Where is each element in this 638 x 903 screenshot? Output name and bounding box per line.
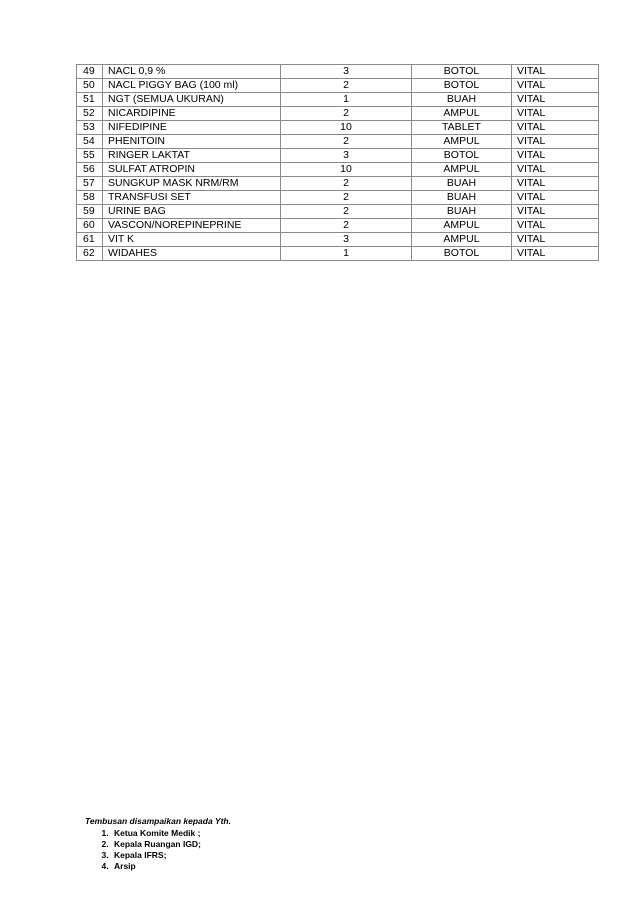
item-quantity: 2: [281, 191, 412, 205]
item-category: VITAL: [512, 79, 599, 93]
recipient-item: 3. Kepala IFRS;: [111, 850, 231, 861]
item-number: 61: [77, 233, 103, 247]
table-row: [77, 219, 599, 233]
item-number: 57: [77, 177, 103, 191]
item-unit: AMPUL: [412, 107, 512, 121]
item-unit: AMPUL: [412, 233, 512, 247]
item-number: 62: [77, 247, 103, 261]
item-quantity: 1: [281, 247, 412, 261]
item-category: VITAL: [512, 191, 599, 205]
item-quantity: 3: [281, 149, 412, 163]
item-name: NICARDIPINE: [103, 107, 281, 121]
item-name: VIT K: [103, 233, 281, 247]
item-name: NACL PIGGY BAG (100 ml): [103, 79, 281, 93]
item-number: 51: [77, 93, 103, 107]
table-row: [77, 107, 599, 121]
item-unit: BOTOL: [412, 65, 512, 79]
item-quantity: 1: [281, 93, 412, 107]
item-category: VITAL: [512, 121, 599, 135]
item-number: 60: [77, 219, 103, 233]
table-row: [77, 233, 599, 247]
table-row: [77, 205, 599, 219]
table-row: [77, 247, 599, 261]
item-unit: BUAH: [412, 93, 512, 107]
item-number: 56: [77, 163, 103, 177]
item-unit: BOTOL: [412, 149, 512, 163]
item-quantity: 2: [281, 219, 412, 233]
item-unit: AMPUL: [412, 135, 512, 149]
item-number: 53: [77, 121, 103, 135]
item-number: 55: [77, 149, 103, 163]
table-row: [77, 65, 599, 79]
item-number: 59: [77, 205, 103, 219]
distribution-intro: Tembusan disampaikan kepada Yth.: [85, 816, 231, 826]
item-unit: BOTOL: [412, 79, 512, 93]
table-row: [77, 149, 599, 163]
recipient-item: 4. Arsip: [111, 861, 231, 872]
table-row: [77, 121, 599, 135]
item-number: 58: [77, 191, 103, 205]
item-category: VITAL: [512, 205, 599, 219]
item-category: VITAL: [512, 163, 599, 177]
medicine-table: [76, 64, 599, 261]
item-name: WIDAHES: [103, 247, 281, 261]
item-category: VITAL: [512, 65, 599, 79]
item-unit: BUAH: [412, 177, 512, 191]
item-name: TRANSFUSI SET: [103, 191, 281, 205]
item-category: VITAL: [512, 219, 599, 233]
item-name: RINGER LAKTAT: [103, 149, 281, 163]
item-name: SUNGKUP MASK NRM/RM: [103, 177, 281, 191]
item-number: 49: [77, 65, 103, 79]
item-name: VASCON/NOREPINEPRINE: [103, 219, 281, 233]
item-category: VITAL: [512, 233, 599, 247]
item-unit: BOTOL: [412, 247, 512, 261]
item-name: SULFAT ATROPIN: [103, 163, 281, 177]
item-name: PHENITOIN: [103, 135, 281, 149]
item-number: 50: [77, 79, 103, 93]
item-number: 52: [77, 107, 103, 121]
item-name: NGT (SEMUA UKURAN): [103, 93, 281, 107]
item-quantity: 2: [281, 135, 412, 149]
item-quantity: 2: [281, 177, 412, 191]
recipient-list: [85, 828, 231, 872]
item-unit: BUAH: [412, 191, 512, 205]
item-name: NACL 0,9 %: [103, 65, 281, 79]
item-quantity: 2: [281, 205, 412, 219]
item-name: URINE BAG: [103, 205, 281, 219]
table-row: [77, 163, 599, 177]
item-category: VITAL: [512, 149, 599, 163]
item-quantity: 2: [281, 79, 412, 93]
item-quantity: 10: [281, 163, 412, 177]
item-name: NIFEDIPINE: [103, 121, 281, 135]
recipient-item: 1. Ketua Komite Medik ;: [111, 828, 231, 839]
distribution-footer: [85, 816, 231, 872]
table-row: [77, 177, 599, 191]
item-unit: AMPUL: [412, 163, 512, 177]
item-category: VITAL: [512, 177, 599, 191]
item-quantity: 3: [281, 65, 412, 79]
item-number: 54: [77, 135, 103, 149]
item-quantity: 3: [281, 233, 412, 247]
recipient-item: 2. Kepala Ruangan IGD;: [111, 839, 231, 850]
item-unit: BUAH: [412, 205, 512, 219]
table-row: [77, 135, 599, 149]
item-quantity: 2: [281, 107, 412, 121]
item-category: VITAL: [512, 107, 599, 121]
item-category: VITAL: [512, 247, 599, 261]
item-quantity: 10: [281, 121, 412, 135]
medicine-table-container: [76, 64, 598, 261]
table-row: [77, 93, 599, 107]
item-category: VITAL: [512, 93, 599, 107]
table-row: [77, 191, 599, 205]
item-unit: AMPUL: [412, 219, 512, 233]
item-unit: TABLET: [412, 121, 512, 135]
medicine-table-body: [77, 65, 599, 261]
item-category: VITAL: [512, 135, 599, 149]
table-row: [77, 79, 599, 93]
